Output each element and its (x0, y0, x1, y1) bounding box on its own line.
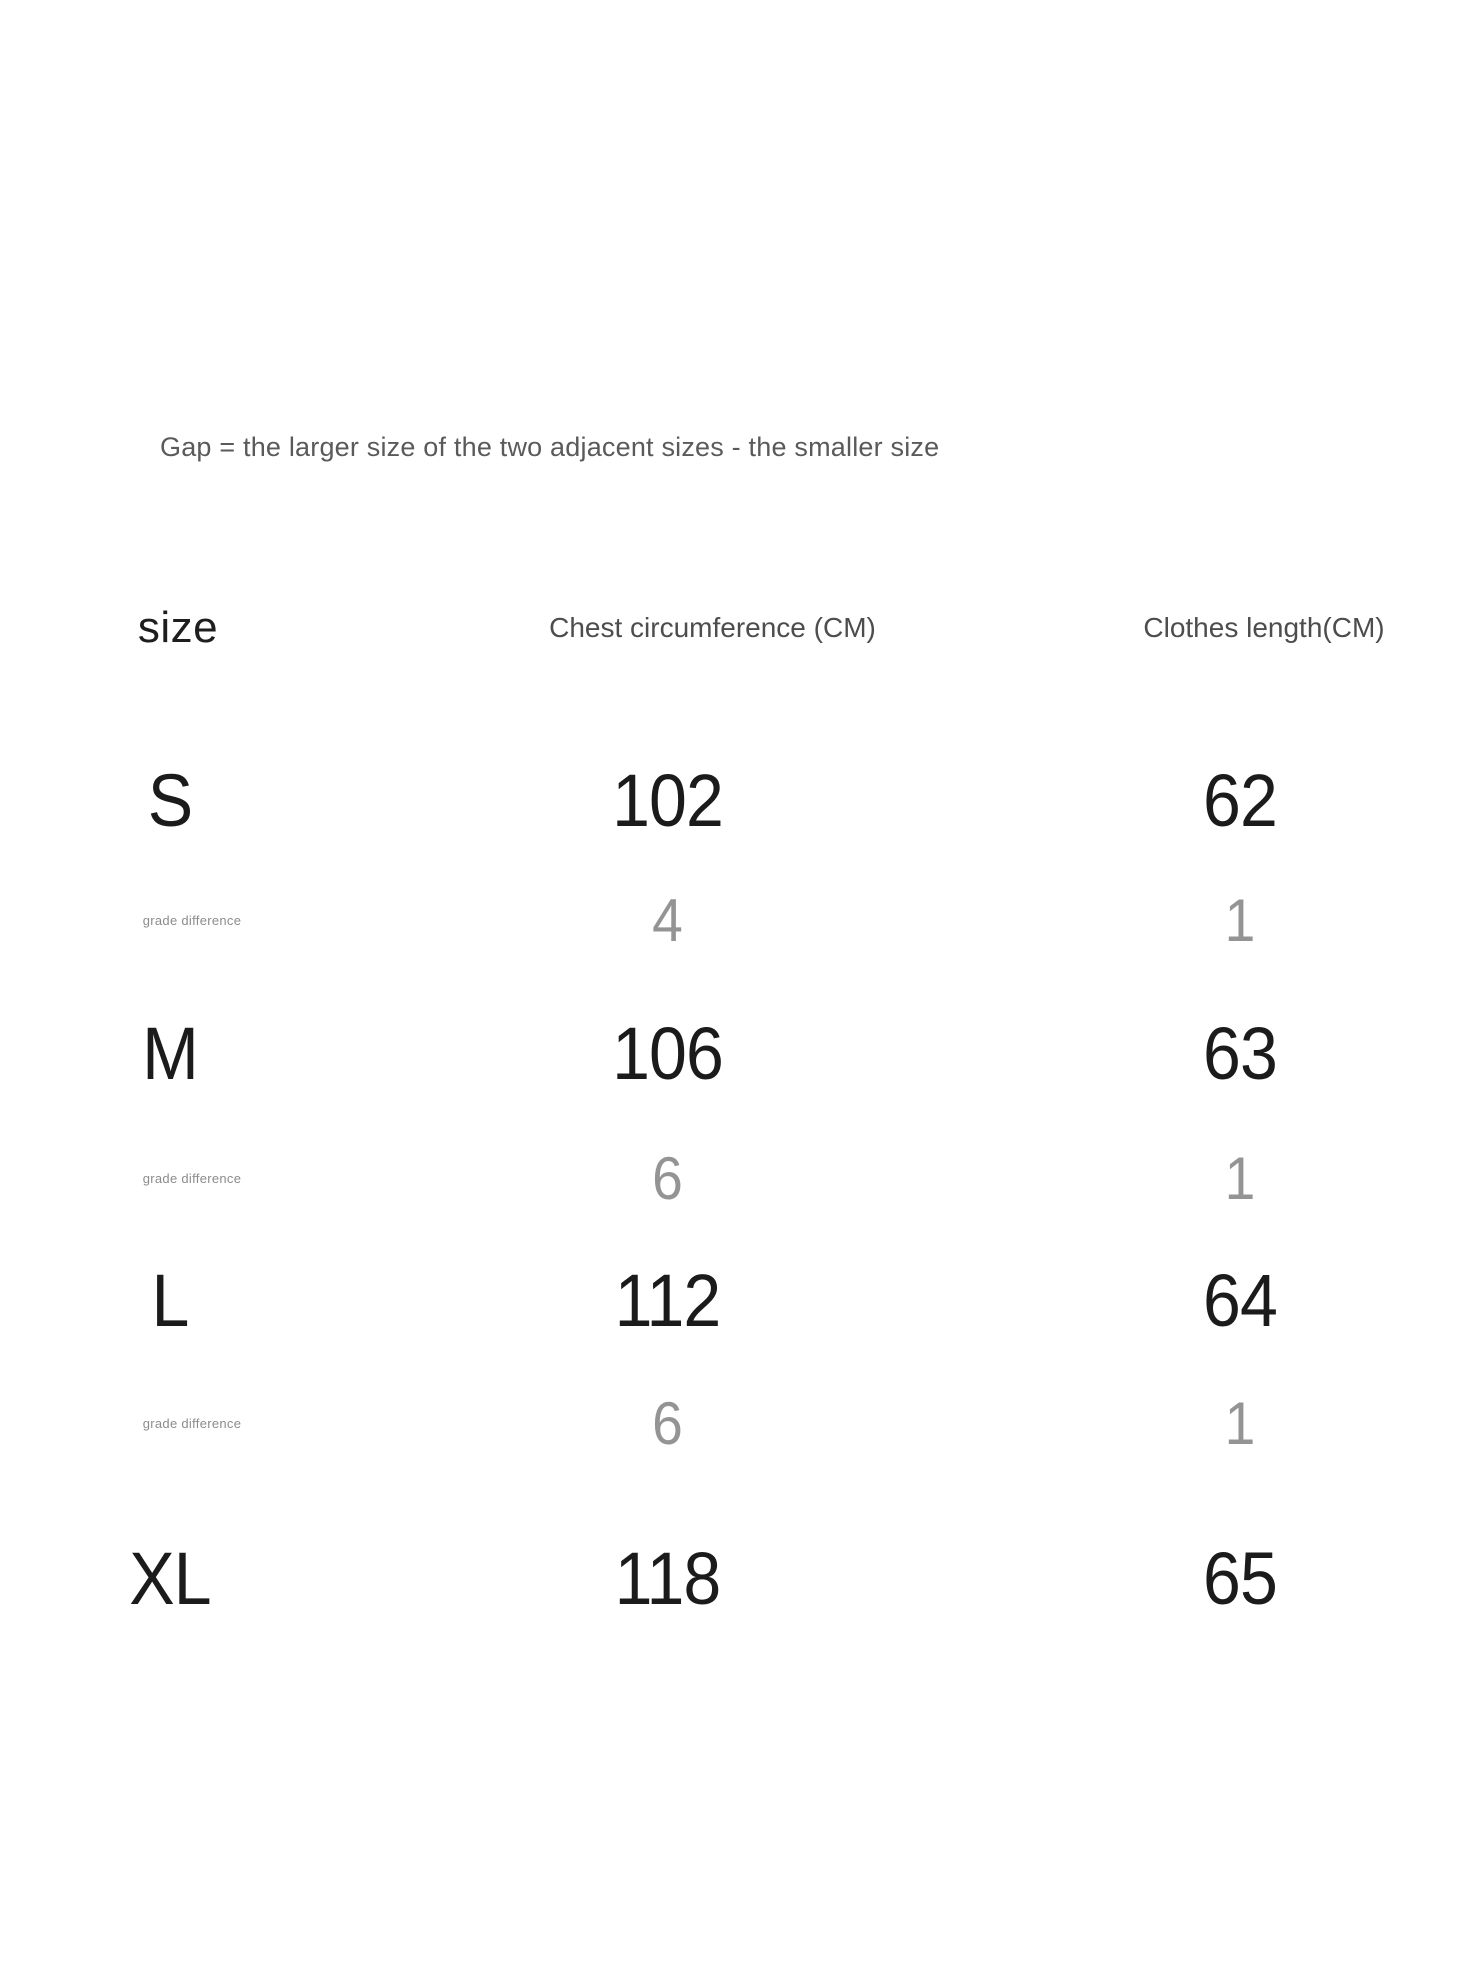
chest-gap-value: 6 (652, 1389, 683, 1457)
table-row-size-m (0, 1003, 1482, 1103)
chest-gap-value: 6 (652, 1144, 683, 1212)
table-row-grade-difference (0, 1373, 1482, 1473)
size-label: S (147, 758, 193, 842)
size-label: XL (129, 1536, 211, 1620)
chest-value: 106 (612, 1011, 723, 1095)
length-value: 63 (1203, 1011, 1277, 1095)
size-label: M (142, 1011, 198, 1095)
table-row-size-l (0, 1250, 1482, 1350)
grade-difference-label: grade difference (142, 912, 242, 928)
table-row-grade-difference (0, 1128, 1482, 1228)
length-gap-value: 1 (1224, 1389, 1256, 1457)
chest-value: 112 (614, 1258, 721, 1342)
grade-difference-label: grade difference (142, 1415, 242, 1431)
chest-gap-value: 4 (652, 886, 683, 954)
table-row-size-xl (0, 1528, 1482, 1628)
size-chart-header-row (0, 588, 1482, 668)
table-row-size-s (0, 750, 1482, 850)
table-row-grade-difference (0, 870, 1482, 970)
chest-value: 118 (614, 1536, 721, 1620)
length-gap-value: 1 (1224, 1144, 1256, 1212)
length-value: 62 (1203, 758, 1277, 842)
gap-definition-note: Gap = the larger size of the two adjacent sizes - the smaller size (160, 432, 940, 462)
column-header-chest-circumference: Chest circumference (CM) (549, 612, 876, 643)
grade-difference-label: grade difference (142, 1170, 242, 1186)
chest-value: 102 (612, 758, 723, 842)
length-value: 65 (1203, 1536, 1277, 1620)
size-label: L (151, 1258, 189, 1342)
column-header-clothes-length: Clothes length(CM) (1143, 612, 1385, 643)
column-header-size: size (137, 603, 219, 652)
length-gap-value: 1 (1224, 886, 1256, 954)
length-value: 64 (1203, 1258, 1277, 1342)
